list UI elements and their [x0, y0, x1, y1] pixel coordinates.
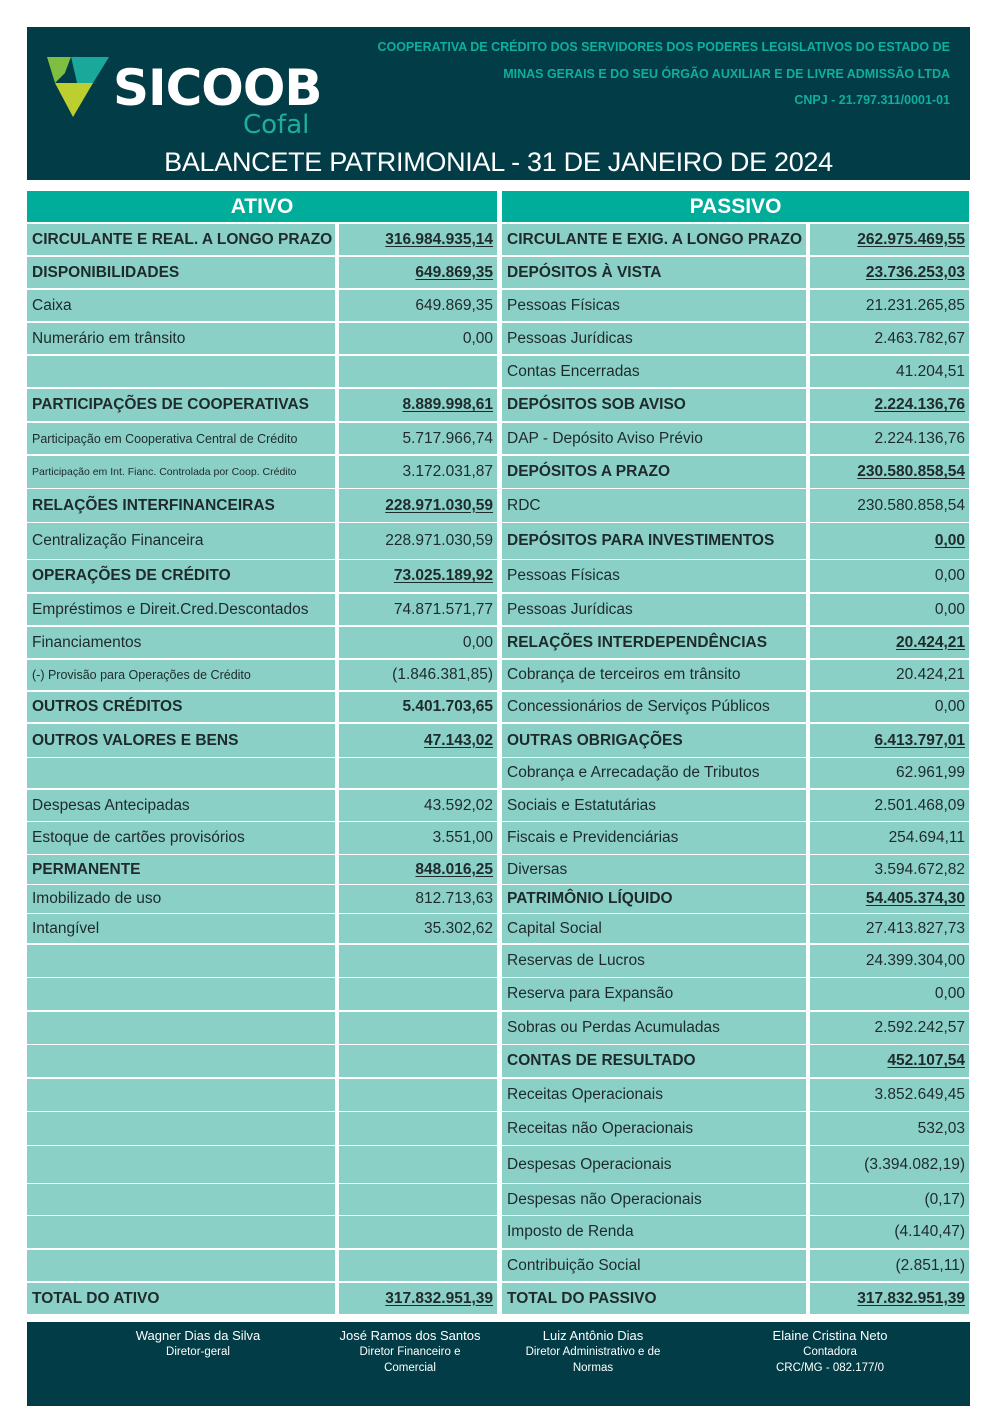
ativo-account-value	[339, 1146, 497, 1183]
ativo-row	[27, 660, 497, 690]
signer-role-line-2: Comercial	[384, 1362, 436, 1374]
cooperative-info	[377, 34, 950, 114]
ativo-account-label: Empréstimos e Direit.Cred.Descontados	[27, 594, 335, 625]
ativo-account-label	[27, 1079, 335, 1111]
ativo-row	[27, 489, 497, 522]
ativo-account-label	[27, 1045, 335, 1077]
passivo-row	[502, 1216, 969, 1248]
coop-name-line-1: COOPERATIVA DE CRÉDITO DOS SERVIDORES DOS PODERES LEGISLATIVOS DO ESTADO DE	[377, 40, 950, 54]
ativo-account-label	[27, 1216, 335, 1248]
passivo-account-value	[810, 290, 969, 321]
passivo-value-text: 3.852.649,45	[874, 1086, 965, 1103]
page-title: BALANCETE PATRIMONIAL - 31 DE JANEIRO DE 2024	[164, 147, 833, 177]
ativo-account-value	[339, 692, 497, 722]
ativo-value-text: 73.025.189,92	[393, 567, 493, 584]
passivo-value-text: 27.413.827,73	[865, 919, 965, 937]
ativo-value-text: 649.869,35	[415, 296, 493, 314]
ativo-account-label: Estoque de cartões provisórios	[27, 822, 335, 854]
passivo-row	[502, 356, 969, 387]
passivo-value-text: 20.424,21	[896, 633, 965, 651]
signer-name: José Ramos dos Santos	[339, 1328, 481, 1343]
ativo-account-label: Despesas Antecipadas	[27, 790, 335, 821]
signer-name: Luiz Antônio Dias	[542, 1328, 644, 1343]
passivo-row	[502, 855, 969, 884]
passivo-account-label: Receitas não Operacionais	[502, 1112, 806, 1145]
passivo-value-text: 2.463.782,67	[874, 329, 965, 347]
passivo-account-value	[810, 1146, 969, 1183]
passivo-row	[502, 790, 969, 821]
passivo-account-value	[810, 257, 969, 288]
passivo-account-label: OUTRAS OBRIGAÇÕES	[502, 724, 806, 757]
ativo-account-value	[339, 1012, 497, 1044]
ativo-row	[27, 978, 497, 1010]
ativo-account-value	[339, 1283, 497, 1314]
ativo-account-label: Participação em Cooperativa Central de Crédito	[27, 423, 335, 454]
passivo-account-label: Despesas não Operacionais	[502, 1184, 806, 1215]
passivo-account-label: RDC	[502, 489, 806, 522]
passivo-row	[502, 945, 969, 977]
ativo-account-label	[27, 1250, 335, 1281]
passivo-account-value	[810, 724, 969, 757]
ativo-account-value	[339, 790, 497, 821]
ativo-value-text: 228.971.030,59	[385, 532, 493, 549]
passivo-value-text: 0,00	[934, 600, 965, 618]
ativo-row	[27, 855, 497, 884]
passivo-row	[502, 822, 969, 854]
ativo-account-label: PERMANENTE	[27, 855, 335, 884]
passivo-account-label: DEPÓSITOS PARA INVESTIMENTOS	[502, 523, 806, 559]
ativo-row	[27, 1184, 497, 1215]
passivo-value-text: 20.424,21	[896, 666, 965, 683]
ativo-row	[27, 523, 497, 559]
passivo-row	[502, 978, 969, 1010]
ativo-account-value	[339, 456, 497, 488]
signature-admin-director	[493, 1327, 693, 1376]
ativo-row	[27, 423, 497, 454]
sicoob-logo-icon	[47, 57, 109, 117]
passivo-account-label: DEPÓSITOS A PRAZO	[502, 456, 806, 488]
ativo-account-label	[27, 978, 335, 1010]
ativo-row	[27, 1146, 497, 1183]
ativo-value-text: 74.871.571,77	[393, 600, 493, 618]
ativo-account-label: OUTROS VALORES E BENS	[27, 724, 335, 757]
ativo-account-label: Centralização Financeira	[27, 523, 335, 559]
passivo-row	[502, 560, 969, 592]
ativo-row	[27, 356, 497, 387]
passivo-value-text: 2.224.136,76	[874, 429, 965, 447]
ativo-value-text: 812.713,63	[415, 890, 493, 907]
passivo-row	[502, 692, 969, 722]
passivo-account-label: Contas Encerradas	[502, 356, 806, 387]
passivo-account-label: DEPÓSITOS SOB AVISO	[502, 389, 806, 421]
passivo-account-value	[810, 822, 969, 854]
ativo-row	[27, 1112, 497, 1145]
passivo-account-label: Fiscais e Previdenciárias	[502, 822, 806, 854]
ativo-account-label: (-) Provisão para Operações de Crédito	[27, 660, 335, 690]
passivo-account-value	[810, 758, 969, 788]
ativo-value-text: 317.832.951,39	[385, 1289, 493, 1307]
ativo-row	[27, 1045, 497, 1077]
ativo-account-value	[339, 560, 497, 592]
passivo-value-text: 62.961,99	[896, 764, 965, 781]
ativo-value-text: 8.889.998,61	[402, 396, 493, 413]
ativo-value-text: 228.971.030,59	[385, 496, 493, 514]
passivo-account-label: PATRIMÔNIO LÍQUIDO	[502, 885, 806, 913]
ativo-row	[27, 456, 497, 488]
signer-role: Diretor-geral	[166, 1346, 230, 1358]
ativo-row	[27, 627, 497, 658]
passivo-row	[502, 758, 969, 788]
passivo-account-value	[810, 224, 969, 255]
ativo-account-label: Numerário em trânsito	[27, 323, 335, 354]
passivo-value-text: 0,00	[934, 532, 965, 549]
signer-role-line-2: Normas	[572, 1362, 614, 1374]
passivo-row	[502, 456, 969, 488]
passivo-account-value	[810, 323, 969, 354]
passivo-row	[502, 660, 969, 690]
passivo-row	[502, 724, 969, 757]
passivo-value-text: 317.832.951,39	[857, 1289, 965, 1307]
passivo-account-label: Receitas Operacionais	[502, 1079, 806, 1111]
passivo-account-label: Pessoas Físicas	[502, 290, 806, 321]
signature-director-general	[98, 1327, 298, 1360]
ativo-value-text: 0,00	[462, 329, 493, 347]
signer-name: Wagner Dias da Silva	[135, 1328, 261, 1343]
passivo-value-text: 262.975.469,55	[857, 230, 965, 248]
passivo-value-text: 0,00	[934, 985, 965, 1002]
passivo-heading: PASSIVO	[502, 191, 969, 222]
ativo-account-value	[339, 1184, 497, 1215]
ativo-account-value	[339, 224, 497, 255]
signature-accountant	[730, 1327, 930, 1376]
ativo-account-label: CIRCULANTE E REAL. A LONGO PRAZO	[27, 224, 335, 255]
ativo-value-text: 848.016,25	[415, 860, 493, 878]
passivo-row	[502, 423, 969, 454]
ativo-value-text: 649.869,35	[415, 263, 493, 281]
passivo-account-label: Concessionários de Serviços Públicos	[502, 692, 806, 722]
ativo-row	[27, 1012, 497, 1044]
passivo-account-value	[810, 660, 969, 690]
passivo-value-text: (3.394.082,19)	[864, 1155, 965, 1173]
ativo-account-value	[339, 290, 497, 321]
brand-subname: Cofal	[243, 110, 310, 140]
ativo-account-label	[27, 1184, 335, 1215]
passivo-value-text: 0,00	[934, 698, 965, 715]
passivo-account-value	[810, 978, 969, 1010]
ativo-value-text: 43.592,02	[424, 796, 493, 814]
coop-name-line-2: MINAS GERAIS E DO SEU ÓRGÃO AUXILIAR E DE LIVRE ADMISSÃO LTDA	[503, 66, 950, 81]
ativo-row	[27, 389, 497, 421]
ativo-account-label	[27, 1112, 335, 1145]
signer-role: Diretor Administrativo e de	[525, 1346, 661, 1358]
ativo-account-label: Caixa	[27, 290, 335, 321]
passivo-value-text: 54.405.374,30	[865, 890, 965, 907]
signer-role-line-2: CRC/MG - 082.177/0	[775, 1362, 884, 1374]
passivo-account-value	[810, 389, 969, 421]
ativo-row	[27, 1250, 497, 1281]
passivo-row	[502, 1184, 969, 1215]
passivo-account-label: Pessoas Físicas	[502, 560, 806, 592]
ativo-account-value	[339, 885, 497, 913]
passivo-account-value	[810, 356, 969, 387]
ativo-account-value	[339, 1045, 497, 1077]
ativo-value-text: 0,00	[462, 633, 493, 651]
ativo-account-value	[339, 523, 497, 559]
passivo-value-text: 0,00	[934, 567, 965, 584]
signer-role: Diretor Financeiro e	[359, 1346, 461, 1358]
ativo-row	[27, 594, 497, 625]
passivo-row	[502, 523, 969, 559]
passivo-account-value	[810, 692, 969, 722]
passivo-account-value	[810, 914, 969, 943]
passivo-value-text: (4.140,47)	[894, 1223, 965, 1240]
passivo-account-value	[810, 1079, 969, 1111]
ativo-account-value	[339, 356, 497, 387]
ativo-account-value	[339, 945, 497, 977]
passivo-account-label: CIRCULANTE E EXIG. A LONGO PRAZO	[502, 224, 806, 255]
passivo-value-text: 230.580.858,54	[857, 496, 965, 514]
ativo-account-value	[339, 1250, 497, 1281]
passivo-value-text: 24.399.304,00	[865, 952, 965, 969]
passivo-account-value	[810, 423, 969, 454]
passivo-account-value	[810, 627, 969, 658]
signer-name: Elaine Cristina Neto	[772, 1328, 888, 1343]
ativo-account-value	[339, 724, 497, 757]
ativo-account-label: TOTAL DO ATIVO	[27, 1283, 335, 1314]
passivo-account-label: Pessoas Jurídicas	[502, 323, 806, 354]
passivo-value-text: (2.851,11)	[895, 1256, 965, 1274]
passivo-account-label: Despesas Operacionais	[502, 1146, 806, 1183]
ativo-row	[27, 914, 497, 943]
ativo-account-label: PARTICIPAÇÕES DE COOPERATIVAS	[27, 389, 335, 421]
document-header	[27, 27, 970, 180]
passivo-row	[502, 323, 969, 354]
passivo-row	[502, 257, 969, 288]
signatures-footer	[27, 1322, 970, 1406]
ativo-row	[27, 885, 497, 913]
ativo-account-value	[339, 758, 497, 788]
ativo-row	[27, 692, 497, 722]
passivo-row	[502, 1250, 969, 1281]
signature-financial-director	[310, 1327, 510, 1376]
passivo-value-text: 532,03	[917, 1119, 965, 1137]
ativo-account-value	[339, 1079, 497, 1111]
passivo-value-text: 41.204,51	[896, 362, 965, 380]
cnpj: CNPJ - 21.797.311/0001-01	[794, 93, 950, 107]
ativo-account-label: Intangível	[27, 914, 335, 943]
ativo-account-label	[27, 758, 335, 788]
ativo-row	[27, 822, 497, 854]
ativo-account-value	[339, 627, 497, 658]
ativo-account-value	[339, 489, 497, 522]
ativo-row	[27, 1216, 497, 1248]
passivo-value-text: 23.736.253,03	[865, 263, 965, 281]
passivo-row	[502, 1079, 969, 1111]
passivo-account-value	[810, 1045, 969, 1077]
passivo-row	[502, 290, 969, 321]
ativo-account-label	[27, 356, 335, 387]
ativo-account-value	[339, 594, 497, 625]
passivo-account-value	[810, 1283, 969, 1314]
passivo-value-text: 452.107,54	[887, 1052, 965, 1069]
ativo-value-text: 5.717.966,74	[402, 429, 493, 447]
ativo-account-label	[27, 945, 335, 977]
ativo-account-label	[27, 1146, 335, 1183]
ativo-account-label: RELAÇÕES INTERFINANCEIRAS	[27, 489, 335, 522]
passivo-value-text: 6.413.797,01	[874, 731, 965, 749]
ativo-account-value	[339, 257, 497, 288]
ativo-account-value	[339, 660, 497, 690]
passivo-row	[502, 1012, 969, 1044]
passivo-account-value	[810, 560, 969, 592]
ativo-account-value	[339, 1112, 497, 1145]
ativo-account-value	[339, 389, 497, 421]
ativo-account-value	[339, 855, 497, 884]
ativo-row	[27, 790, 497, 821]
ativo-account-value	[339, 1216, 497, 1248]
ativo-value-text: 3.172.031,87	[402, 463, 493, 480]
passivo-row	[502, 627, 969, 658]
ativo-heading: ATIVO	[27, 191, 497, 222]
passivo-value-text: 254.694,11	[888, 829, 965, 846]
passivo-account-value	[810, 523, 969, 559]
passivo-account-label: Reservas de Lucros	[502, 945, 806, 977]
ativo-account-label: OUTROS CRÉDITOS	[27, 692, 335, 722]
passivo-account-label: Sobras ou Perdas Acumuladas	[502, 1012, 806, 1044]
ativo-account-label	[27, 1012, 335, 1044]
passivo-row	[502, 914, 969, 943]
passivo-account-label: Cobrança e Arrecadação de Tributos	[502, 758, 806, 788]
passivo-row	[502, 224, 969, 255]
passivo-value-text: 2.592.242,57	[874, 1019, 965, 1036]
ativo-account-label: DISPONIBILIDADES	[27, 257, 335, 288]
passivo-row	[502, 1045, 969, 1077]
passivo-account-label: DEPÓSITOS À VISTA	[502, 257, 806, 288]
ativo-value-text: 5.401.703,65	[402, 698, 493, 715]
ativo-row	[27, 290, 497, 321]
passivo-account-value	[810, 855, 969, 884]
passivo-account-label: Diversas	[502, 855, 806, 884]
passivo-account-label: TOTAL DO PASSIVO	[502, 1283, 806, 1314]
passivo-account-value	[810, 945, 969, 977]
passivo-account-label: Sociais e Estatutárias	[502, 790, 806, 821]
signer-role: Contadora	[803, 1346, 857, 1358]
passivo-row	[502, 489, 969, 522]
passivo-value-text: 230.580.858,54	[857, 463, 965, 480]
ativo-value-text: 316.984.935,14	[385, 230, 493, 248]
passivo-account-label: Pessoas Jurídicas	[502, 594, 806, 625]
passivo-account-label: Contribuição Social	[502, 1250, 806, 1281]
passivo-value-text: 2.501.468,09	[874, 796, 965, 814]
passivo-account-label: Reserva para Expansão	[502, 978, 806, 1010]
ativo-account-value	[339, 822, 497, 854]
passivo-account-value	[810, 790, 969, 821]
passivo-account-value	[810, 1012, 969, 1044]
ativo-account-value	[339, 978, 497, 1010]
ativo-row	[27, 560, 497, 592]
passivo-account-label: RELAÇÕES INTERDEPENDÊNCIAS	[502, 627, 806, 658]
ativo-row	[27, 224, 497, 255]
ativo-account-label: Participação em Int. Fianc. Controlada por Coop. Crédito	[27, 456, 335, 488]
ativo-value-text: 3.551,00	[432, 829, 493, 846]
ativo-row	[27, 1079, 497, 1111]
ativo-account-value	[339, 423, 497, 454]
ativo-account-value	[339, 914, 497, 943]
passivo-account-value	[810, 885, 969, 913]
ativo-value-text: 47.143,02	[424, 731, 493, 749]
ativo-row	[27, 724, 497, 757]
passivo-account-label: Capital Social	[502, 914, 806, 943]
passivo-account-value	[810, 1112, 969, 1145]
ativo-account-label: Imobilizado de uso	[27, 885, 335, 913]
ativo-value-text: (1.846.381,85)	[392, 666, 493, 683]
passivo-value-text: (0,17)	[924, 1190, 965, 1208]
passivo-account-label: CONTAS DE RESULTADO	[502, 1045, 806, 1077]
passivo-account-value	[810, 1216, 969, 1248]
ativo-value-text: 35.302,62	[424, 919, 493, 937]
passivo-account-value	[810, 489, 969, 522]
passivo-account-label: DAP - Depósito Aviso Prévio	[502, 423, 806, 454]
passivo-row	[502, 1112, 969, 1145]
passivo-account-label: Imposto de Renda	[502, 1216, 806, 1248]
ativo-row	[27, 758, 497, 788]
passivo-account-value	[810, 456, 969, 488]
ativo-row	[27, 945, 497, 977]
ativo-account-value	[339, 323, 497, 354]
passivo-account-value	[810, 594, 969, 625]
passivo-value-text: 2.224.136,76	[874, 396, 965, 413]
brand-name: SICOOB	[113, 59, 322, 117]
passivo-row	[502, 885, 969, 913]
passivo-row	[502, 1283, 969, 1314]
passivo-row	[502, 594, 969, 625]
passivo-row	[502, 1146, 969, 1183]
ativo-row	[27, 1283, 497, 1314]
ativo-row	[27, 257, 497, 288]
ativo-row	[27, 323, 497, 354]
ativo-account-label: Financiamentos	[27, 627, 335, 658]
passivo-account-value	[810, 1250, 969, 1281]
passivo-value-text: 3.594.672,82	[874, 860, 965, 878]
passivo-row	[502, 389, 969, 421]
ativo-account-label: OPERAÇÕES DE CRÉDITO	[27, 560, 335, 592]
passivo-account-label: Cobrança de terceiros em trânsito	[502, 660, 806, 690]
passivo-value-text: 21.231.265,85	[865, 296, 965, 314]
passivo-account-value	[810, 1184, 969, 1215]
